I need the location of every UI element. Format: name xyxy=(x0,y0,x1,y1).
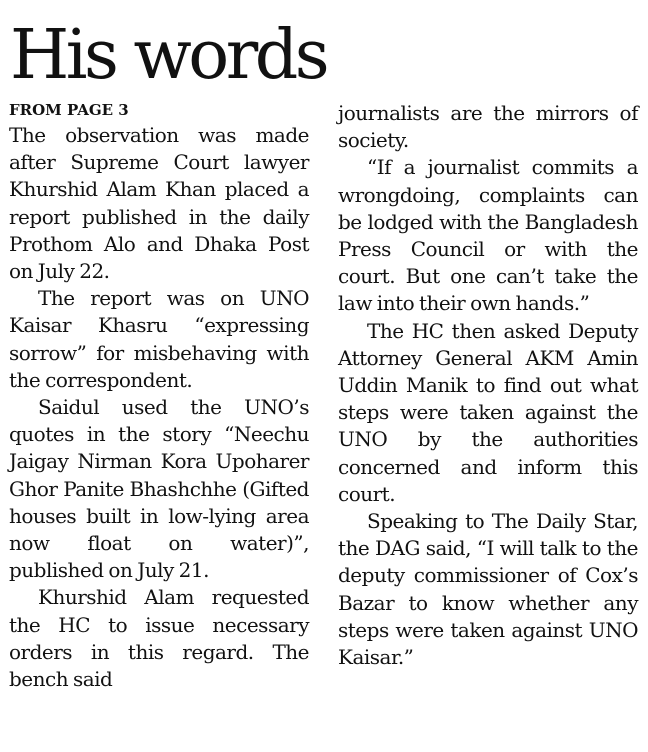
paragraph: The report was on UNO Kaisar Khasru “expressing sorrow” for misbehaving with the correspondent. xyxy=(9,286,309,392)
paragraph: The HC then asked Deputy Attorney General AKM Amin Uddin Manik to find out what steps were taken against the UNO by the authorities concerned and inform this court. xyxy=(338,318,638,506)
paragraph: “If a journalist commits a wrongdoing, complaints can be lodged with the Bangladesh Press Council or with the court. But one can’t take the law into their own hands.” xyxy=(338,155,638,316)
paragraph: The observation was made after Supreme Court lawyer Khurshid Alam Khan placed a report published in the daily Prothom Alo and Dhaka Post on July 22. xyxy=(9,123,309,284)
headline: His words xyxy=(10,16,327,95)
paragraph: Khurshid Alam requested the HC to issue necessary orders in this regard. The bench said xyxy=(9,585,309,692)
kicker: FROM PAGE 3 xyxy=(9,101,129,119)
paragraph-continued: journalists are the mirrors of society. xyxy=(338,101,638,153)
paragraph: Saidul used the UNO’s quotes in the story “Neechu Jaigay Nirman Kora Upoharer Ghor Panite Bhashchhe (Gifted houses built in low-lying area now float on water)”, published on July 21. xyxy=(9,395,309,583)
paragraph: Speaking to The Daily Star, the DAG said, “I will talk to the deputy commissioner of Cox’s Bazar to know whether any steps were taken against UNO Kaisar.” xyxy=(338,509,638,670)
article-column-left xyxy=(9,100,309,693)
article-column-right xyxy=(338,100,638,671)
